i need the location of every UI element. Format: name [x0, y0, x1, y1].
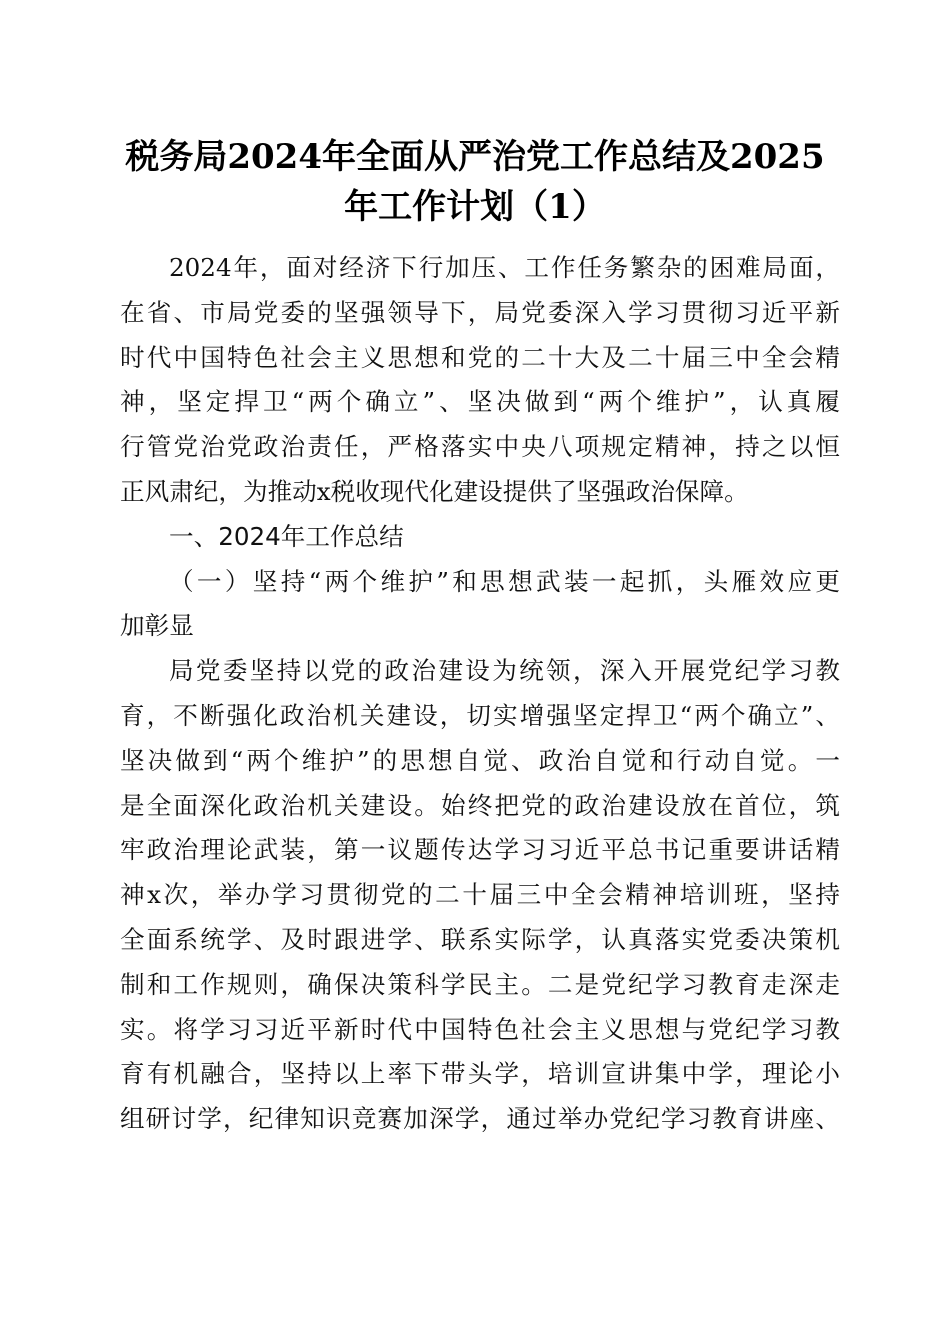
- text-line: 行管党治党政治责任，严格落实中央八项规定精神，持之以恒: [120, 432, 840, 462]
- text-line: 在省、市局党委的坚强领导下，局党委深入学习贯彻习近平新: [120, 297, 840, 327]
- document-body: [120, 246, 840, 1142]
- text-line: 是全面深化政治机关建设。始终把党的政治建设放在首位，筑: [120, 790, 840, 820]
- section-heading: 一、2024年工作总结: [169, 521, 404, 551]
- document-title: [110, 132, 840, 232]
- text-line: 制和工作规则，确保决策科学民主。二是党纪学习教育走深走: [120, 969, 840, 999]
- title-line: 税务局2024年全面从严治党工作总结及2025: [125, 137, 825, 177]
- body-paragraph: [120, 649, 840, 1142]
- text-line: 正风肃纪，为推动x税收现代化建设提供了坚强政治保障。: [120, 476, 749, 506]
- text-line: 时代中国特色社会主义思想和党的二十大及二十届三中全会精: [120, 342, 840, 372]
- subsection-heading: [120, 560, 840, 650]
- text-line: 局党委坚持以党的政治建设为统领，深入开展党纪学习教: [169, 656, 840, 686]
- text-line: 育有机融合，坚持以上率下带头学，培训宣讲集中学，理论小: [120, 1059, 840, 1089]
- intro-paragraph: [120, 246, 840, 515]
- text-line: 神，坚定捍卫“两个确立”、坚决做到“两个维护”，认真履: [120, 387, 840, 417]
- text-line: 2024年，面对经济下行加压、工作任务繁杂的困难局面，: [169, 253, 840, 282]
- text-line: 坚决做到“两个维护”的思想自觉、政治自觉和行动自觉。一: [120, 745, 840, 775]
- text-line: 全面系统学、及时跟进学、联系实际学，认真落实党委决策机: [120, 924, 840, 954]
- text-line: 育，不断强化政治机关建设，切实增强坚定捍卫“两个确立”、: [120, 700, 840, 730]
- title-line: 年工作计划（1）: [344, 187, 606, 227]
- text-line: 神x次，举办学习贯彻党的二十届三中全会精神培训班，坚持: [120, 880, 840, 910]
- text-line: （一）坚持“两个维护”和思想武装一起抓，头雁效应更: [169, 566, 840, 596]
- text-line: 加彰显: [120, 611, 194, 641]
- text-line: 实。将学习习近平新时代中国特色社会主义思想与党纪学习教: [120, 1014, 840, 1044]
- text-line: 组研讨学，纪律知识竞赛加深学，通过举办党纪学习教育讲座、: [120, 1104, 840, 1134]
- text-line: 牢政治理论武装，第一议题传达学习习近平总书记重要讲话精: [120, 835, 840, 865]
